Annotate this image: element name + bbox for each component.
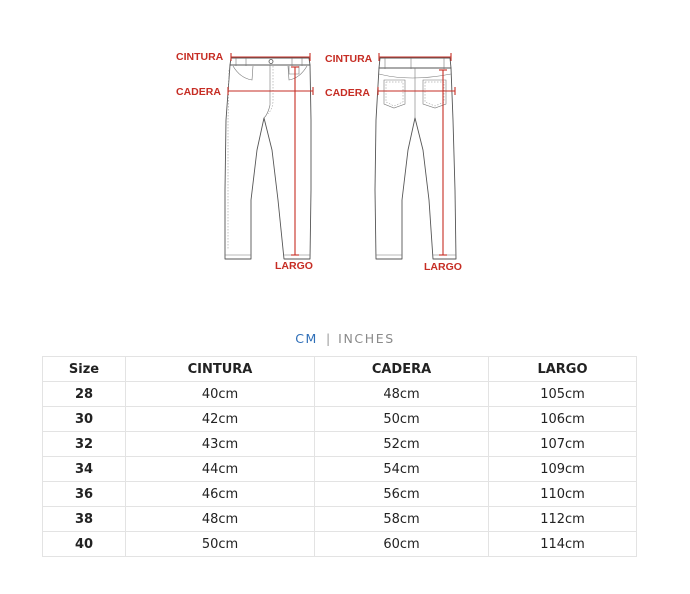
- length-cell: 114cm: [489, 532, 637, 557]
- waist-cell: 46cm: [126, 482, 315, 507]
- table-row: [43, 432, 637, 457]
- size-cell: 38: [43, 507, 126, 532]
- waist-cell: 50cm: [126, 532, 315, 557]
- back-length-label: LARGO: [424, 261, 462, 273]
- back-waist-label: CINTURA: [325, 53, 373, 65]
- size-cell: 40: [43, 532, 126, 557]
- hip-cell: 50cm: [315, 407, 489, 432]
- waist-cell: 42cm: [126, 407, 315, 432]
- waist-cell: 43cm: [126, 432, 315, 457]
- hip-cell: 54cm: [315, 457, 489, 482]
- length-cell: 105cm: [489, 382, 637, 407]
- back-measure-lines: [378, 53, 455, 255]
- length-cell: 110cm: [489, 482, 637, 507]
- front-waist-label: CINTURA: [176, 51, 224, 63]
- header-size: Size: [43, 357, 126, 382]
- size-cell: 30: [43, 407, 126, 432]
- hip-cell: 52cm: [315, 432, 489, 457]
- unit-inches-tab[interactable]: INCHES: [338, 331, 395, 346]
- table-row: [43, 532, 637, 557]
- front-hip-label: CADERA: [176, 86, 221, 98]
- header-waist: CINTURA: [126, 357, 315, 382]
- waist-cell: 48cm: [126, 507, 315, 532]
- header-hip: CADERA: [315, 357, 489, 382]
- back-jeans-illustration: [375, 58, 456, 259]
- unit-toggle: [0, 331, 690, 346]
- size-cell: 28: [43, 382, 126, 407]
- front-length-label: LARGO: [275, 260, 313, 272]
- table-row: [43, 382, 637, 407]
- length-cell: 112cm: [489, 507, 637, 532]
- size-cell: 36: [43, 482, 126, 507]
- size-chart-table: [42, 356, 637, 557]
- table-row: [43, 407, 637, 432]
- table-row: [43, 482, 637, 507]
- hip-cell: 60cm: [315, 532, 489, 557]
- length-cell: 109cm: [489, 457, 637, 482]
- hip-cell: 56cm: [315, 482, 489, 507]
- unit-separator: |: [325, 331, 331, 346]
- hip-cell: 48cm: [315, 382, 489, 407]
- length-cell: 107cm: [489, 432, 637, 457]
- hip-cell: 58cm: [315, 507, 489, 532]
- front-jeans-illustration: [225, 58, 311, 259]
- back-hip-label: CADERA: [325, 87, 370, 99]
- header-length: LARGO: [489, 357, 637, 382]
- size-cell: 32: [43, 432, 126, 457]
- size-cell: 34: [43, 457, 126, 482]
- table-row: [43, 457, 637, 482]
- table-header-row: [43, 357, 637, 382]
- unit-cm-tab[interactable]: CM: [295, 331, 318, 346]
- front-measure-lines: [228, 53, 313, 255]
- length-cell: 106cm: [489, 407, 637, 432]
- table-row: [43, 507, 637, 532]
- waist-cell: 40cm: [126, 382, 315, 407]
- waist-cell: 44cm: [126, 457, 315, 482]
